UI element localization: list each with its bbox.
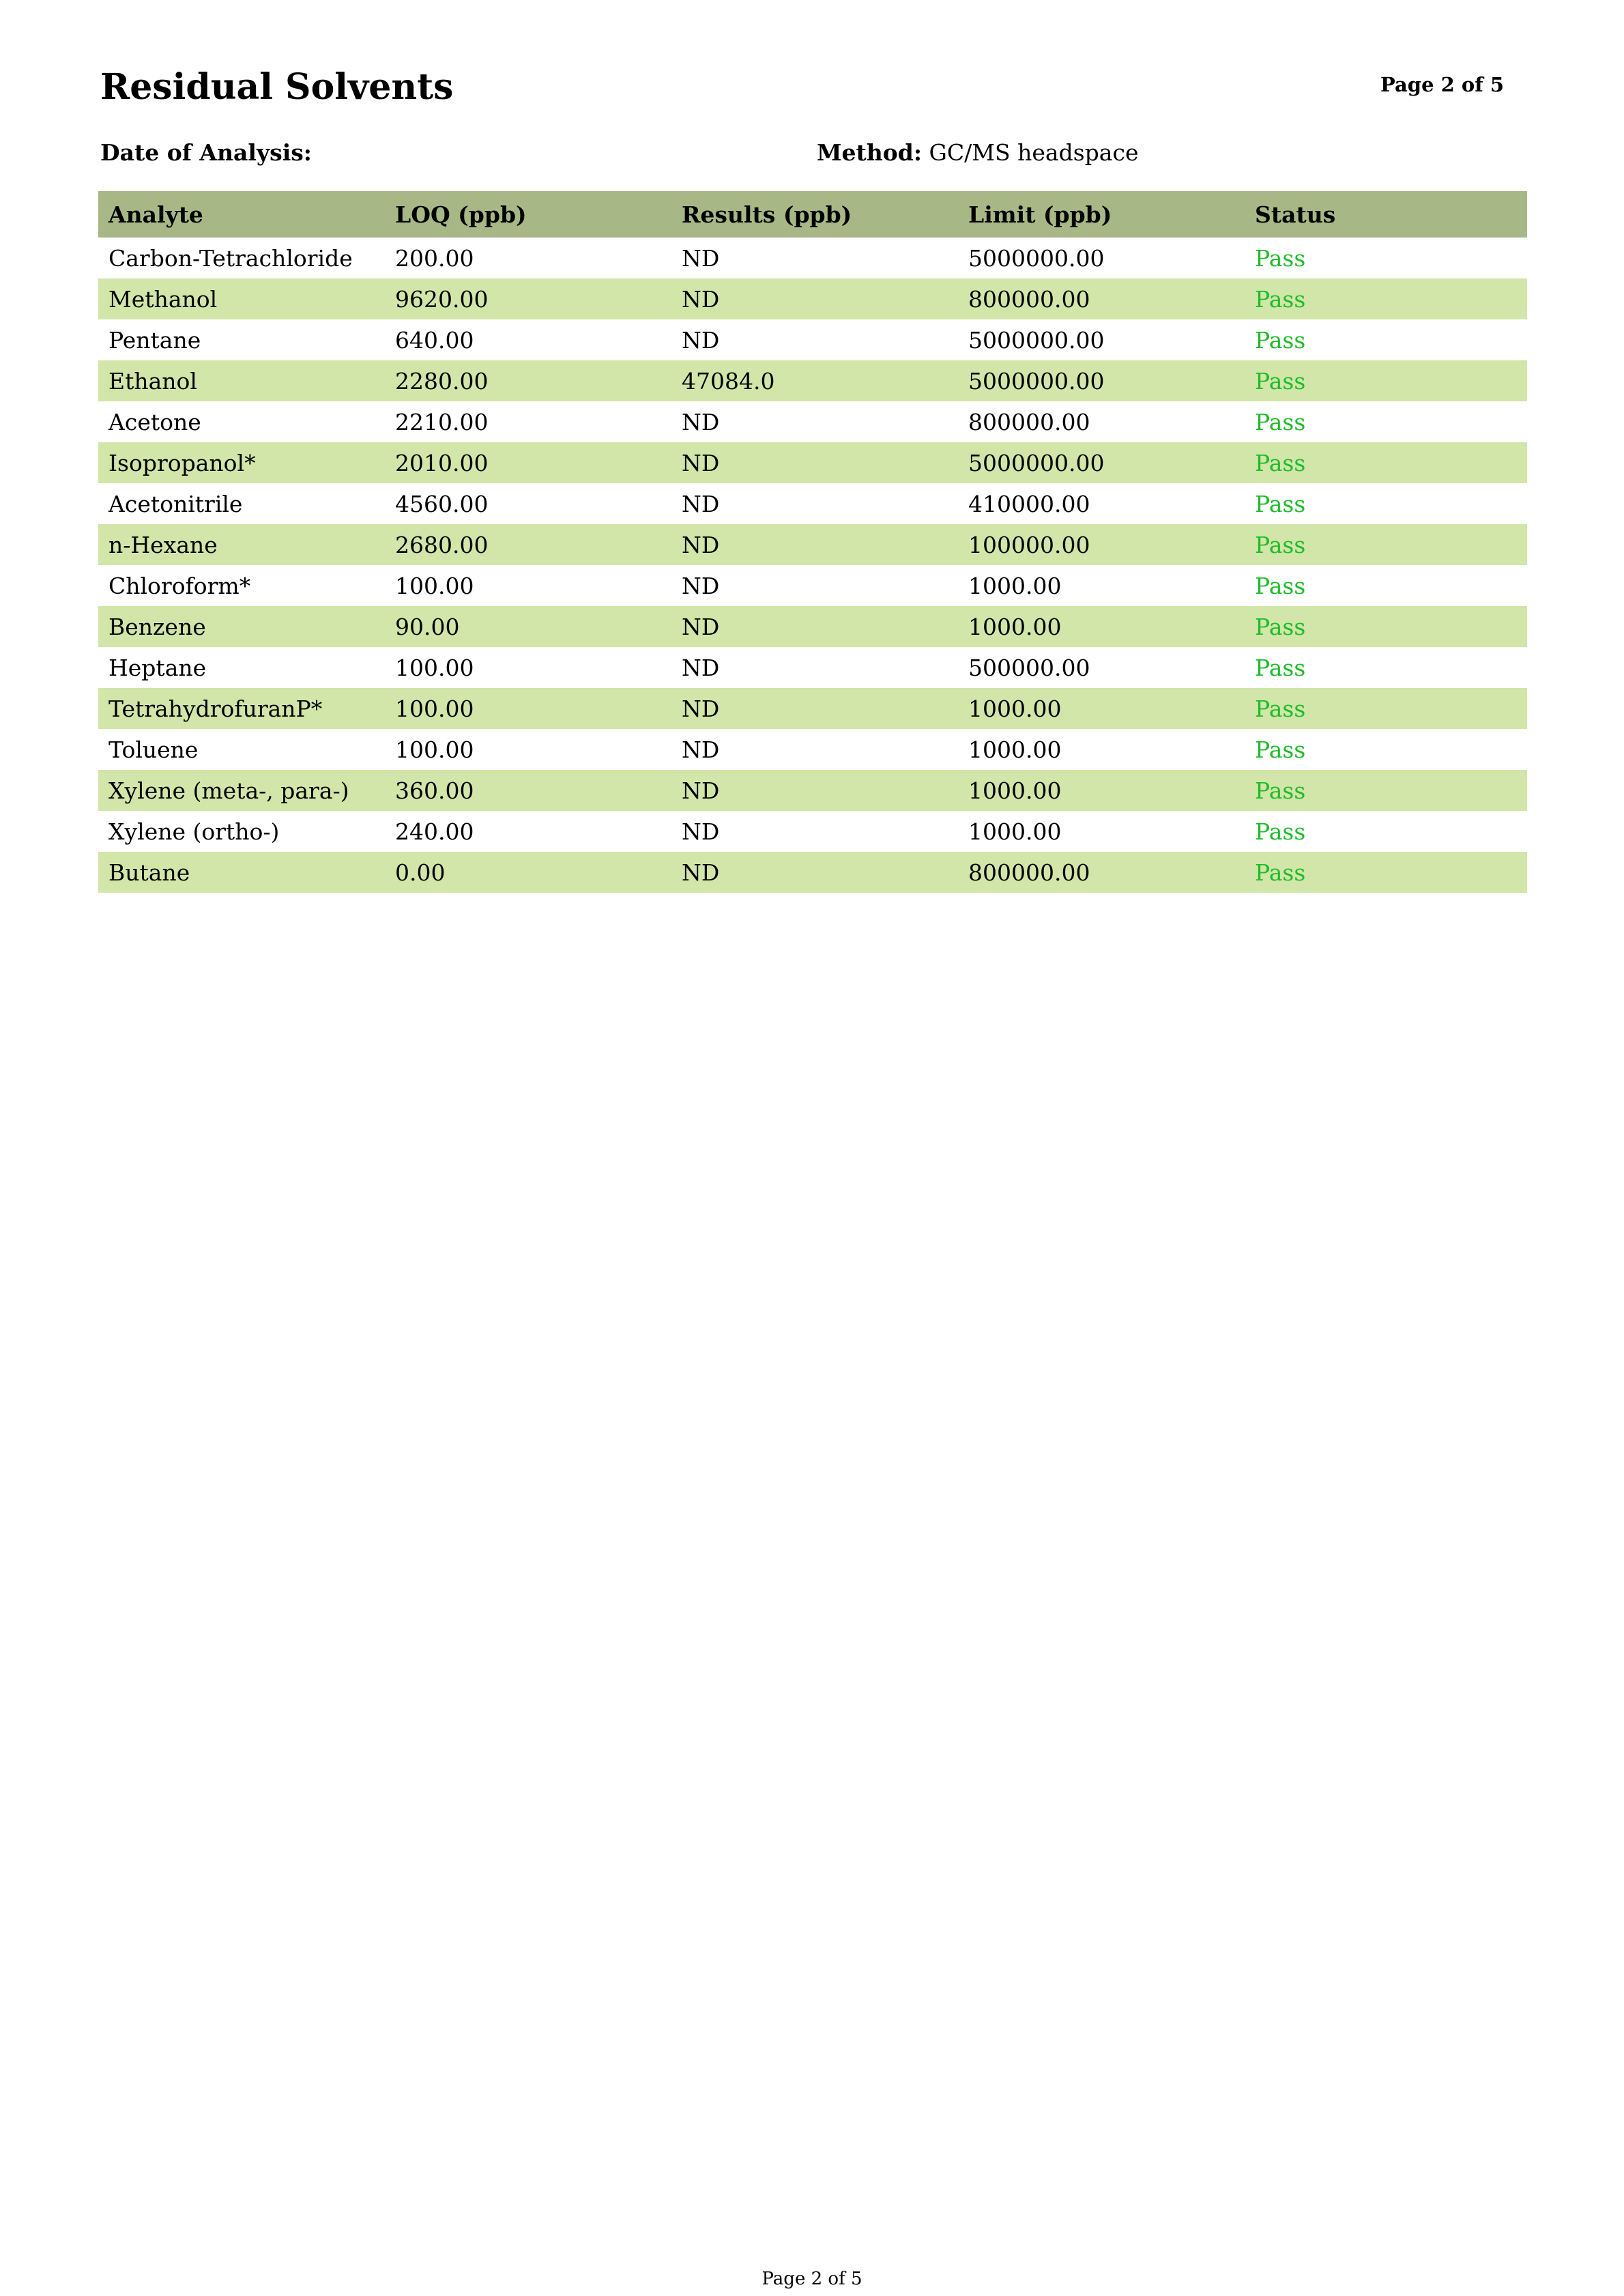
analyte-cell: Pentane — [98, 319, 385, 360]
table-row — [98, 811, 1527, 852]
table-row — [98, 606, 1527, 647]
result-cell: ND — [671, 770, 958, 811]
limit-cell: 1000.00 — [958, 729, 1245, 770]
analyte-cell: Xylene (ortho-) — [98, 811, 385, 852]
column-header-status: Status — [1245, 191, 1527, 238]
table-row — [98, 852, 1527, 893]
analyte-cell: Ethanol — [98, 360, 385, 401]
analyte-cell: Methanol — [98, 278, 385, 319]
analyte-cell: Acetone — [98, 401, 385, 442]
status-cell: Pass — [1245, 524, 1527, 565]
limit-cell: 500000.00 — [958, 647, 1245, 688]
table-row — [98, 319, 1527, 360]
limit-cell: 1000.00 — [958, 565, 1245, 606]
analyte-cell: Carbon-Tetrachloride — [98, 238, 385, 278]
analyte-cell: TetrahydrofuranP* — [98, 688, 385, 729]
limit-cell: 1000.00 — [958, 688, 1245, 729]
status-cell: Pass — [1245, 360, 1527, 401]
result-cell: ND — [671, 688, 958, 729]
loq-cell: 100.00 — [385, 565, 671, 606]
analyte-cell: Benzene — [98, 606, 385, 647]
limit-cell: 1000.00 — [958, 811, 1245, 852]
limit-cell: 410000.00 — [958, 483, 1245, 524]
loq-cell: 640.00 — [385, 319, 671, 360]
limit-cell: 5000000.00 — [958, 360, 1245, 401]
table-row — [98, 442, 1527, 483]
result-cell: ND — [671, 647, 958, 688]
table-row — [98, 729, 1527, 770]
status-cell: Pass — [1245, 606, 1527, 647]
loq-cell: 100.00 — [385, 729, 671, 770]
loq-cell: 9620.00 — [385, 278, 671, 319]
status-cell: Pass — [1245, 442, 1527, 483]
limit-cell: 800000.00 — [958, 401, 1245, 442]
table-row — [98, 647, 1527, 688]
limit-cell: 5000000.00 — [958, 238, 1245, 278]
limit-cell: 800000.00 — [958, 278, 1245, 319]
method-value: GC/MS headspace — [929, 139, 1139, 166]
residual-solvents-table — [98, 191, 1527, 893]
result-cell: 47084.0 — [671, 360, 958, 401]
loq-cell: 240.00 — [385, 811, 671, 852]
limit-cell: 5000000.00 — [958, 442, 1245, 483]
table-row — [98, 483, 1527, 524]
date-of-analysis — [100, 138, 312, 168]
loq-cell: 0.00 — [385, 852, 671, 893]
status-cell: Pass — [1245, 483, 1527, 524]
loq-cell: 200.00 — [385, 238, 671, 278]
loq-cell: 360.00 — [385, 770, 671, 811]
page-indicator-footer: Page 2 of 5 — [762, 2269, 862, 2289]
limit-cell: 1000.00 — [958, 770, 1245, 811]
column-header-analyte: Analyte — [98, 191, 385, 238]
result-cell: ND — [671, 442, 958, 483]
limit-cell: 5000000.00 — [958, 319, 1245, 360]
loq-cell: 2680.00 — [385, 524, 671, 565]
result-cell: ND — [671, 729, 958, 770]
status-cell: Pass — [1245, 319, 1527, 360]
loq-cell: 100.00 — [385, 647, 671, 688]
status-cell: Pass — [1245, 770, 1527, 811]
analyte-cell: Chloroform* — [98, 565, 385, 606]
table-row — [98, 524, 1527, 565]
loq-cell: 2010.00 — [385, 442, 671, 483]
limit-cell: 1000.00 — [958, 606, 1245, 647]
loq-cell: 100.00 — [385, 688, 671, 729]
loq-cell: 2210.00 — [385, 401, 671, 442]
result-cell: ND — [671, 483, 958, 524]
analyte-cell: Heptane — [98, 647, 385, 688]
table-header-row — [98, 191, 1527, 238]
status-cell: Pass — [1245, 647, 1527, 688]
page-title: Residual Solvents — [100, 66, 454, 108]
limit-cell: 100000.00 — [958, 524, 1245, 565]
table-row — [98, 770, 1527, 811]
method-label: Method: — [817, 139, 923, 166]
table-row — [98, 238, 1527, 278]
result-cell: ND — [671, 852, 958, 893]
result-cell: ND — [671, 606, 958, 647]
result-cell: ND — [671, 319, 958, 360]
result-cell: ND — [671, 278, 958, 319]
analyte-cell: n-Hexane — [98, 524, 385, 565]
result-cell: ND — [671, 565, 958, 606]
column-header-limit: Limit (ppb) — [958, 191, 1245, 238]
status-cell: Pass — [1245, 729, 1527, 770]
status-cell: Pass — [1245, 688, 1527, 729]
loq-cell: 90.00 — [385, 606, 671, 647]
limit-cell: 800000.00 — [958, 852, 1245, 893]
table-row — [98, 401, 1527, 442]
analyte-cell: Acetonitrile — [98, 483, 385, 524]
analyte-cell: Xylene (meta-, para-) — [98, 770, 385, 811]
result-cell: ND — [671, 524, 958, 565]
status-cell: Pass — [1245, 401, 1527, 442]
date-label: Date of Analysis: — [100, 139, 312, 166]
analyte-cell: Isopropanol* — [98, 442, 385, 483]
table-row — [98, 565, 1527, 606]
status-cell: Pass — [1245, 278, 1527, 319]
analyte-cell: Butane — [98, 852, 385, 893]
table-row — [98, 360, 1527, 401]
status-cell: Pass — [1245, 238, 1527, 278]
status-cell: Pass — [1245, 565, 1527, 606]
column-header-results: Results (ppb) — [671, 191, 958, 238]
result-cell: ND — [671, 401, 958, 442]
analyte-cell: Toluene — [98, 729, 385, 770]
result-cell: ND — [671, 238, 958, 278]
column-header-loq: LOQ (ppb) — [385, 191, 671, 238]
table-row — [98, 688, 1527, 729]
loq-cell: 2280.00 — [385, 360, 671, 401]
status-cell: Pass — [1245, 852, 1527, 893]
result-cell: ND — [671, 811, 958, 852]
status-cell: Pass — [1245, 811, 1527, 852]
loq-cell: 4560.00 — [385, 483, 671, 524]
table-row — [98, 278, 1527, 319]
method — [817, 138, 1138, 168]
page-indicator-top: Page 2 of 5 — [1380, 73, 1504, 96]
